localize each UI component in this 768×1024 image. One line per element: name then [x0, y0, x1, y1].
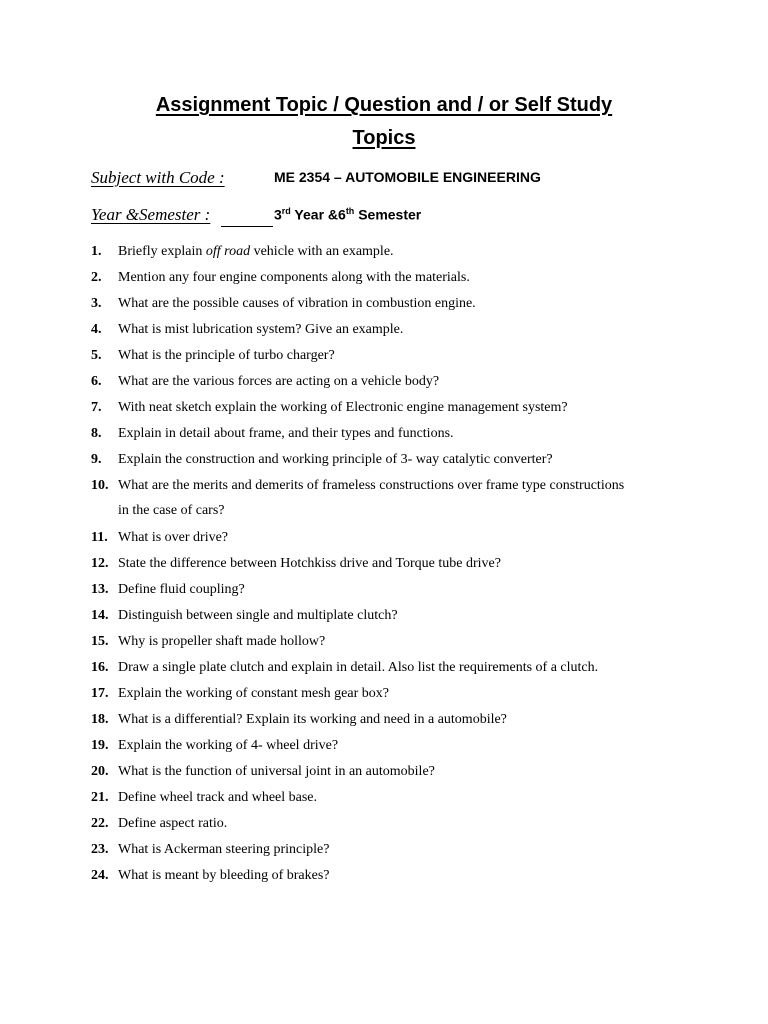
question-number: 16. [91, 660, 109, 675]
question-number: 20. [91, 764, 109, 779]
question-number: 21. [91, 790, 109, 805]
question-text: What are the possible causes of vibration in combustion engine. [118, 296, 476, 311]
year-ordinal-suffix: rd [281, 206, 291, 216]
question-text: What is meant by bleeding of brakes? [118, 868, 330, 883]
question-text: What is the principle of turbo charger? [118, 348, 335, 363]
question-text: Draw a single plate clutch and explain in detail. Also list the requirements of a clutch. [118, 660, 599, 675]
question-text: What is the function of universal joint in an automobile? [118, 764, 435, 779]
question-number: 7. [91, 400, 102, 415]
semester-ordinal-suffix: th [345, 206, 355, 216]
question-text-part: Briefly explain [118, 244, 206, 259]
question-text: What is Ackerman steering principle? [118, 842, 330, 857]
question-text: Explain in detail about frame, and their types and functions. [118, 426, 454, 441]
question-text-emphasis: off road [205, 244, 251, 259]
question-text-part: vehicle with an example. [250, 244, 394, 259]
question-number: 5. [91, 348, 102, 363]
question-number: 1. [91, 244, 102, 259]
question-text: Explain the construction and working principle of 3- way catalytic converter? [118, 452, 553, 467]
question-number: 9. [91, 452, 102, 467]
question-text: With neat sketch explain the working of Electronic engine management system? [118, 400, 568, 415]
question-text: Why is propeller shaft made hollow? [118, 634, 326, 649]
question-text: What is over drive? [118, 530, 229, 545]
question-text: Distinguish between single and multiplate clutch? [118, 608, 398, 623]
year-number: 3 [274, 206, 282, 223]
question-text: Explain the working of 4- wheel drive? [118, 738, 339, 753]
question-text: Mention any four engine components along with the materials. [118, 270, 470, 285]
year-text: Year &6 [290, 206, 346, 223]
question-number: 10. [91, 478, 109, 493]
question-number: 23. [91, 842, 109, 857]
question-number: 6. [91, 374, 102, 389]
question-text: Define fluid coupling? [118, 582, 245, 597]
question-number: 8. [91, 426, 102, 441]
year-semester-value [274, 206, 421, 223]
subject-value: ME 2354 – AUTOMOBILE ENGINEERING [274, 169, 541, 185]
question-number: 18. [91, 712, 109, 727]
question-text: Explain the working of constant mesh gear box? [118, 686, 389, 701]
question-number: 12. [91, 556, 109, 571]
question-number: 15. [91, 634, 109, 649]
subject-row [91, 168, 711, 192]
question-number: 17. [91, 686, 109, 701]
question-text: State the difference between Hotchkiss drive and Torque tube drive? [118, 556, 501, 571]
question-text-continuation: in the case of cars? [118, 503, 225, 518]
question-text: What is a differential? Explain its working and need in a automobile? [118, 712, 507, 727]
question-number: 24. [91, 868, 109, 883]
question-text [118, 239, 678, 265]
question-number: 3. [91, 296, 102, 311]
document-title-line-2: Topics [352, 127, 416, 149]
question-number: 13. [91, 582, 109, 597]
question-number: 22. [91, 816, 109, 831]
question-number: 11. [91, 530, 108, 545]
semester-text: Semester [354, 206, 422, 223]
year-semester-label: Year &Semester : [91, 205, 211, 224]
year-semester-row [91, 205, 711, 229]
label-underline-extension [221, 226, 273, 227]
question-number: 4. [91, 322, 102, 337]
question-number: 2. [91, 270, 102, 285]
document-title-line-1: Assignment Topic / Question and / or Self Study [155, 94, 613, 116]
question-text: Define wheel track and wheel base. [118, 790, 318, 805]
subject-label: Subject with Code : [91, 168, 225, 187]
question-text: What are the merits and demerits of frameless constructions over frame type constructions [118, 478, 625, 493]
question-number: 14. [91, 608, 109, 623]
question-text: Define aspect ratio. [118, 816, 228, 831]
question-text: What are the various forces are acting on a vehicle body? [118, 374, 440, 389]
question-text: What is mist lubrication system? Give an example. [118, 322, 404, 337]
question-number: 19. [91, 738, 109, 753]
